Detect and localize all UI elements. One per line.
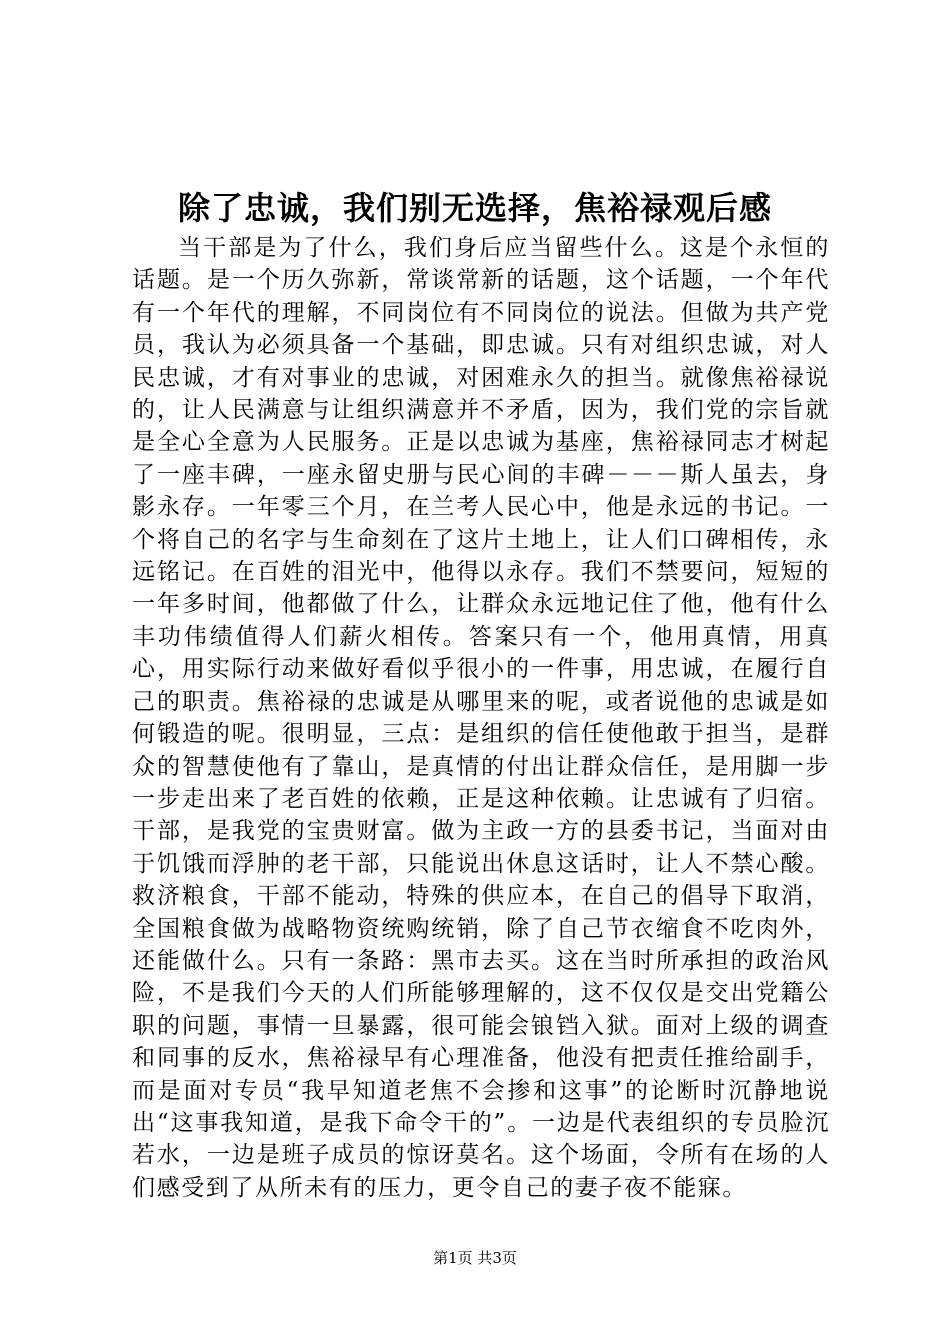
- document-title: 除了忠诚，我们别无选择，焦裕禄观后感: [177, 189, 772, 227]
- body-paragraph: 当干部是为了什么，我们身后应当留些什么。这是个永恒的话题。是一个历久弥新，常谈常新的话题，这个话题，一个年代有一个年代的理解，不同岗位有不同岗位的说法。但做为共产党员，我认为必须具备一个基础，即忠诚。只有对组织忠诚，对人民忠诚，才有对事业的忠诚，对困难永久的担当。就像焦裕禄说的，让人民满意与让组织满意并不矛盾，因为，我们党的宗旨就是全心全意为人民服务。正是以忠诚为基座，焦裕禄同志才树起了一座丰碑，一座永留史册与民心间的丰碑－－－斯人虽去，身影永存。一年零三个月，在兰考人民心中，他是永远的书记。一个将自己的名字与生命刻在了这片土地上，让人们口碑相传，永远铭记。在百姓的泪光中，他得以永存。我们不禁要问，短短的一年多时间，他都做了什么，让群众永远地记住了他，他有什么丰功伟绩值得人们薪火相传。答案只有一个，他用真情，用真心，用实际行动来做好看似乎很小的一件事，用忠诚，在履行自己的职责。焦裕禄的忠诚是从哪里来的呢，或者说他的忠诚是如何锻造的呢。很明显，三点：是组织的信任使他敢于担当，是群众的智慧使他有了靠山，是真情的付出让群众信任，是用脚一步一步走出来了老百姓的依赖，正是这种依赖。让忠诚有了归宿。干部，是我党的宝贵财富。做为主政一方的县委书记，当面对由于饥饿而浮肿的老干部，只能说出休息这话时，让人不禁心酸。救济粮食，干部不能动，特殊的供应本，在自己的倡导下取消，全国粮食做为战略物资统购统销，除了自己节衣缩食不吃肉外，还能做什么。只有一条路：黑市去买。这在当时所承担的政治风险，不是我们今天的人们所能够理解的，这不仅仅是交出党籍公职的问题，事情一旦暴露，很可能会锒铛入狱。面对上级的调查和同事的反水，焦裕禄早有心理准备，他没有把责任推给副手，而是面对专员“我早知道老焦不会掺和这事”的论断时沉静地说出“这事我知道，是我下命令干的”。一边是代表组织的专员脸沉若水，一边是班子成员的惊讶莫名。这个场面，令所有在场的人们感受到了从所未有的压力，更令自己的妻子夜不能寐。: [132, 235, 830, 1201]
- page-footer: 第1页 共3页: [433, 1249, 517, 1267]
